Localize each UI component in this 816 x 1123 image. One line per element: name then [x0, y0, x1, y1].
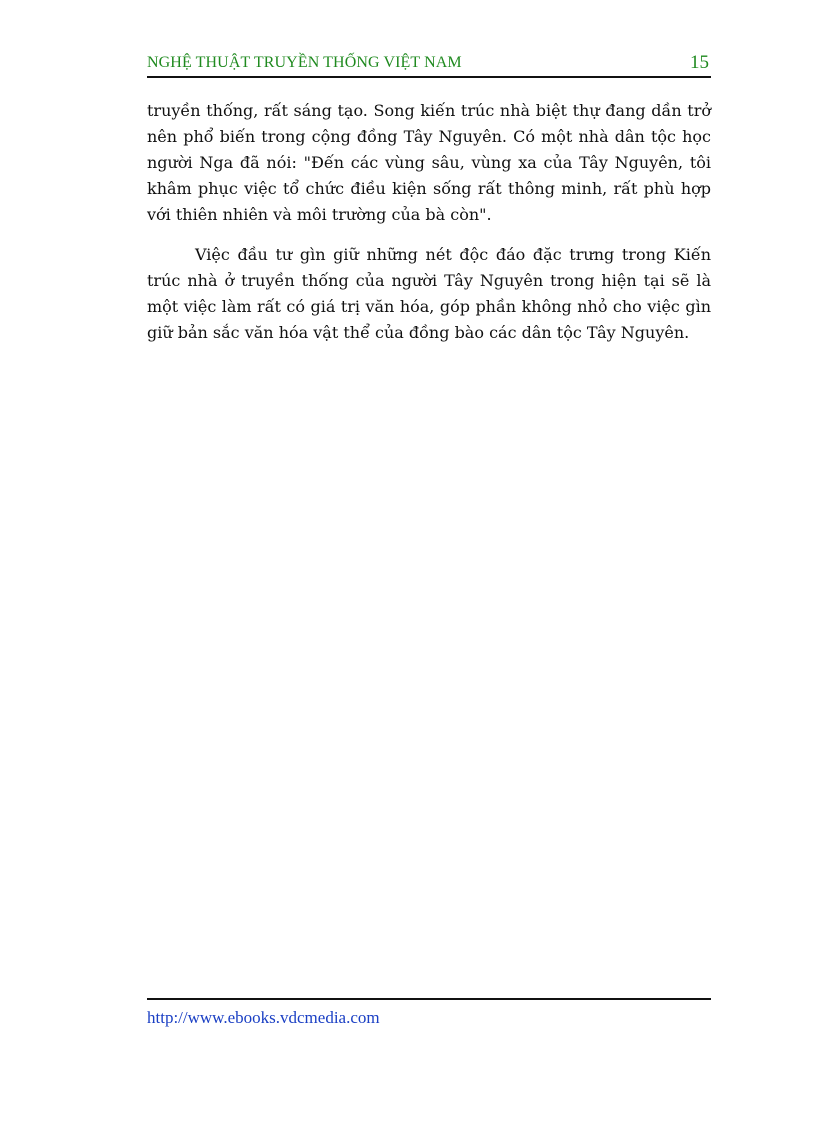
page-header: [147, 52, 711, 78]
running-header-title: NGHỆ THUẬT TRUYỀN THỐNG VIỆT NAM: [147, 54, 462, 71]
page-number: 15: [690, 52, 709, 73]
footer-website-link[interactable]: http://www.ebooks.vdcmedia.com: [147, 1008, 380, 1027]
paragraph: truyền thống, rất sáng tạo. Song kiến trúc nhà biệt thự đang dần trở nên phổ biến trong cộng đồng Tây Nguyên. Có một nhà dân tộc học người Nga đã nói: "Đến các vùng sâu, vùng xa của Tây Nguyên, tôi khâm phục việc tổ chức điều kiện sống rất thông minh, rất phù hợp với thiên nhiên và môi trường của bà còn".: [147, 101, 711, 224]
paragraph: Việc đầu tư gìn giữ những nét độc đáo đặc trưng trong Kiến trúc nhà ở truyền thống của người Tây Nguyên trong hiện tại sẽ là một việc làm rất có giá trị văn hóa, góp phần không nhỏ cho việc gìn giữ bản sắc văn hóa vật thể của đồng bào các dân tộc Tây Nguyên.: [147, 245, 711, 342]
body-text: [147, 98, 711, 346]
footer-divider: [147, 998, 711, 1000]
